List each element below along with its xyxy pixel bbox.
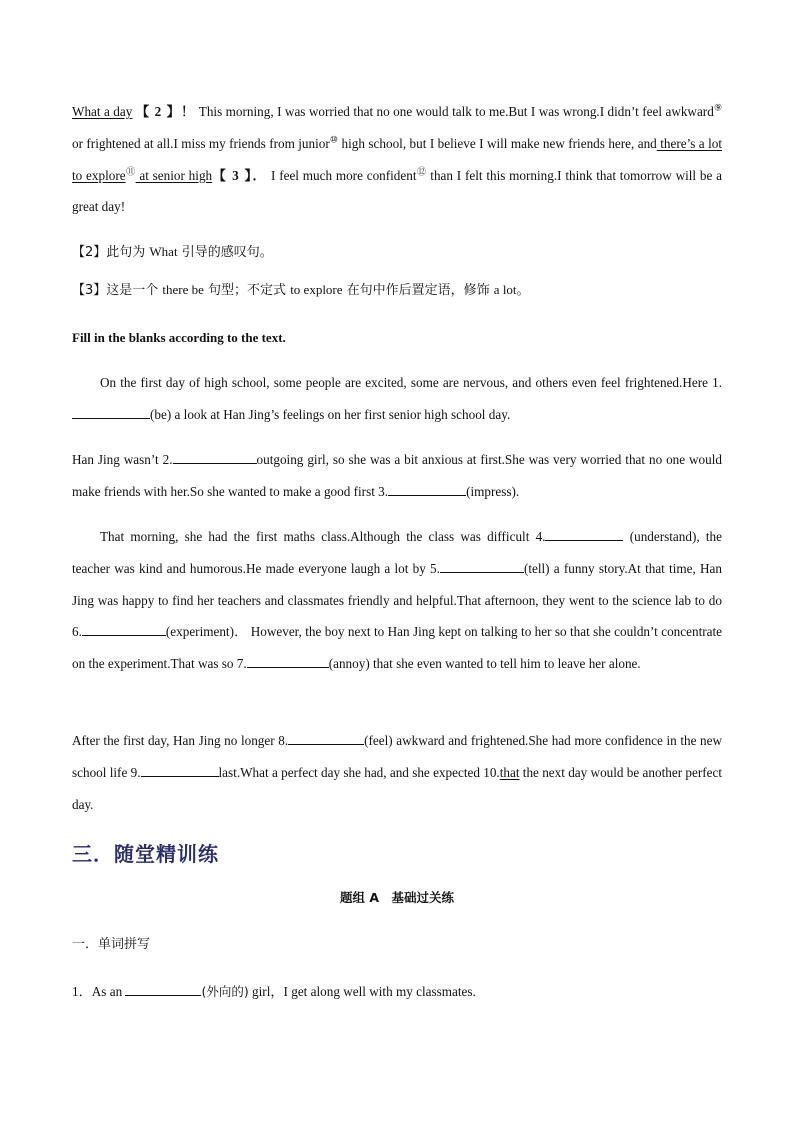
- blank-9[interactable]: [141, 762, 219, 777]
- question-1-blank[interactable]: [125, 981, 201, 996]
- passage-text: than I felt this morning.I think that tomorrow will be a great day!: [72, 167, 722, 215]
- blank-2[interactable]: [173, 449, 257, 464]
- blank-7[interactable]: [247, 653, 329, 668]
- footnote-marker: ⑨: [713, 102, 723, 113]
- fill-paragraph-2: Han Jing wasn’t 2. outgoing girl, so she was a bit anxious at first.She was very worried that no one would make friends with her.So she wanted to make a good first 3. (impress).: [72, 444, 722, 508]
- passage-text: or frightened at all.I miss my friends from junior: [72, 135, 330, 151]
- passage-paragraph: [72, 96, 722, 223]
- blank-4[interactable]: [545, 526, 623, 541]
- note-marker: 【 2 】！: [135, 104, 196, 119]
- footnote-marker: ⑫: [416, 166, 427, 177]
- blank-5[interactable]: [440, 558, 524, 573]
- underlined-phrase: there’s a lot to explore: [72, 135, 722, 183]
- answer-10: that: [499, 764, 520, 780]
- passage-text: I feel much more confident: [267, 167, 417, 183]
- underlined-phrase: at senior high: [135, 167, 213, 183]
- subsection-heading: 一．单词拼写: [72, 937, 151, 952]
- exercise-title: Fill in the blanks according to the text.: [72, 330, 286, 345]
- note-marker: 【 3 】．: [212, 167, 268, 183]
- footnote-marker: ⑩: [329, 134, 339, 145]
- blank-8[interactable]: [288, 730, 364, 745]
- fill-paragraph-3: That morning, she had the first maths class.Although the class was difficult 4. (understand), the teacher was kind and humorous.He made everyone laugh a lot by 5. (tell) a funny story.At that time, Han Jing was happy to find her teachers and classmates friendly and helpful.That afternoon, they went to the science lab to do 6. (experiment)． However, the boy next to Han Jing kept on talking to her so that she couldn’t concentrate on the experiment.That was so 7. (annoy) that she even wanted to tell him to leave her alone.: [72, 521, 722, 680]
- grammar-note-2: 【2】此句为 What 引导的感叹句。: [72, 244, 273, 260]
- blank-6[interactable]: [82, 621, 166, 636]
- grammar-note-3: 【3】这是一个 there be 句型；不定式 to explore 在句中作后置定语，修饰 a lot。: [72, 282, 530, 298]
- group-heading: 题组 A 基础过关练: [339, 890, 455, 905]
- passage-text: high school, but I believe I will make new friends here, and: [338, 135, 657, 151]
- passage-text: This morning, I was worried that no one would talk to me.But I was wrong.I didn’t feel awkward: [195, 104, 714, 119]
- fill-paragraph-4: After the first day, Han Jing no longer 8. (feel) awkward and frightened.She had more confidence in the new school life 9. last.What a perfect day she had, and she expected 10.that the next day would be another perfect day.: [72, 725, 722, 820]
- underlined-phrase: What a day: [72, 104, 133, 119]
- section-heading: 三．随堂精训练: [72, 842, 219, 866]
- footnote-marker: ⑪: [125, 166, 136, 177]
- question-1: 1．As an (外向的) girl，I get along well with my classmates.: [72, 981, 476, 1002]
- blank-1[interactable]: [72, 404, 150, 419]
- blank-3[interactable]: [388, 481, 466, 496]
- fill-paragraph-1: On the first day of high school, some people are excited, some are nervous, and others even feel frightened.Here 1.(be) a look at Han Jing’s feelings on her first senior high school day.: [72, 367, 722, 431]
